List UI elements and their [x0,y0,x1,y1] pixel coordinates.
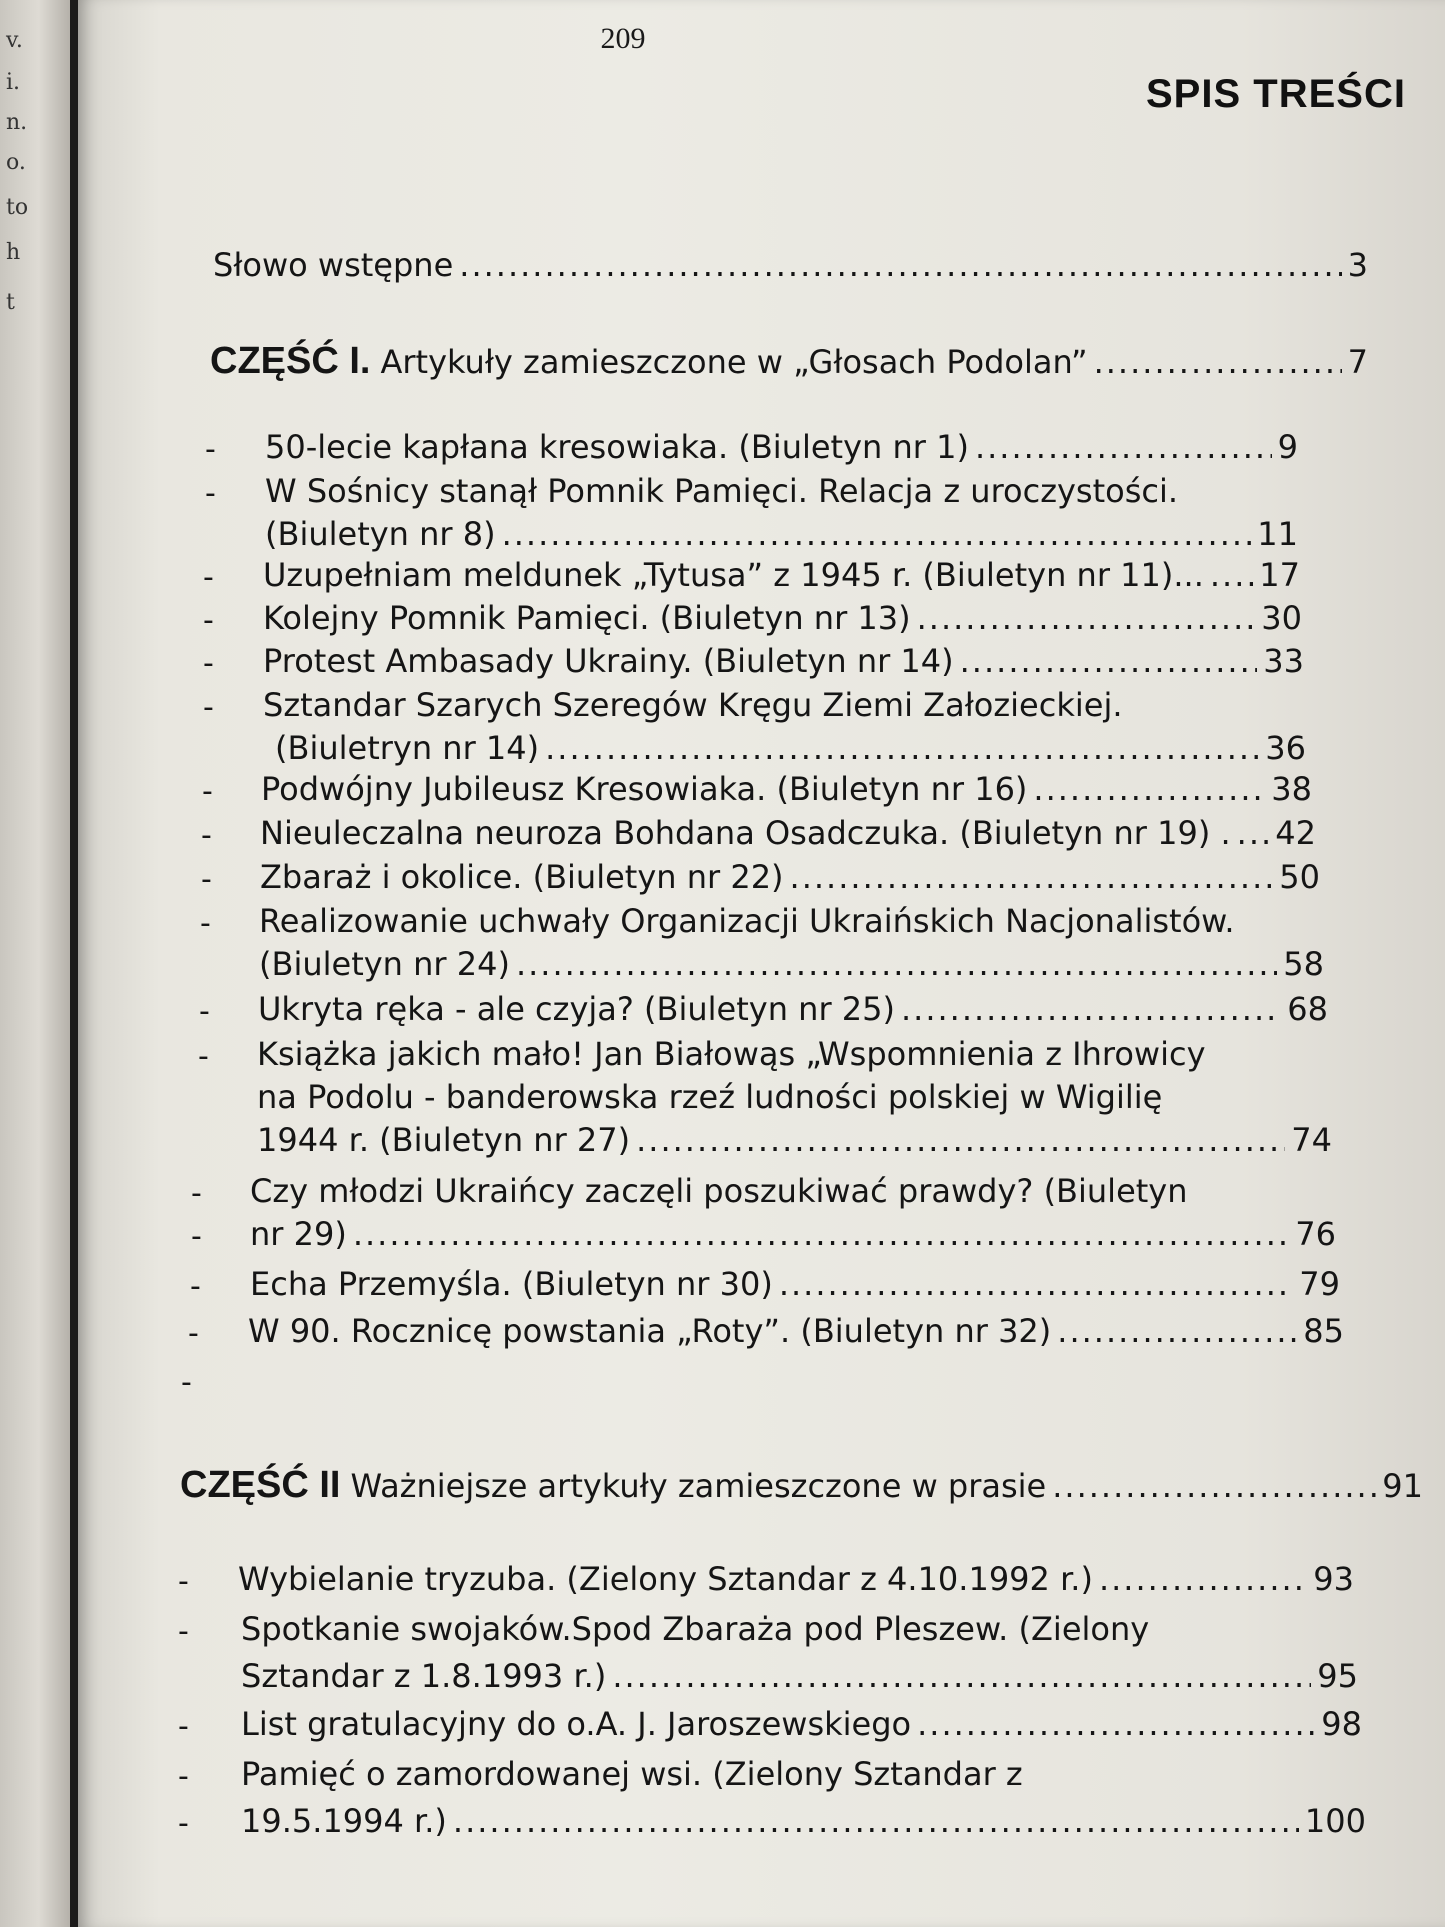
toc-entry [259,945,1324,983]
entry-page: 100 [1304,1802,1366,1840]
entry-title: (Biuletyn nr 24) [259,945,510,983]
entry-title: Echa Przemyśla. (Biuletyn nr 30) [250,1265,773,1303]
toc-entry [241,1705,1362,1743]
entry-title-line: Spotkanie swojaków.Spod Zbaraża pod Pleszew. (Zielony [241,1610,1150,1648]
toc-entry [250,1215,1336,1253]
entry-title: nr 29) [250,1215,347,1253]
leader-dots [636,1121,1285,1159]
entry-page: 17 [1259,556,1300,594]
entry-page: 74 [1291,1121,1332,1159]
toc-entry [260,858,1320,896]
list-dash: - [202,774,213,809]
left-page-fragment: to [6,195,29,220]
left-page-fragment: o. [6,150,26,175]
entry-title-line: Realizowanie uchwały Organizacji Ukraińskich Nacjonalistów. [259,902,1235,940]
entry-page: 38 [1271,770,1312,808]
list-dash: - [203,690,214,725]
entry-page: 42 [1275,814,1316,852]
list-dash: - [178,1614,189,1649]
leader-dots [453,1802,1299,1840]
part-label: CZĘŚĆ II [180,1464,341,1506]
toc-entry [261,770,1312,808]
leader-dots [353,1215,1289,1253]
part-label: CZĘŚĆ I. [210,340,371,382]
leader-dots [1052,1467,1376,1505]
toc-entry-foreword [213,246,1368,284]
part-heading-2 [180,1464,1423,1507]
leader-dots [1033,770,1265,808]
entry-title-line: Czy młodzi Ukraińcy zaczęli poszukiwać prawdy? (Biuletyn [250,1172,1188,1210]
leader-dots [1057,1312,1297,1350]
entry-page: 68 [1287,990,1328,1028]
entry-page: 9 [1277,428,1298,466]
toc-entry [265,428,1298,466]
entry-title: (Biuletryn nr 14) [275,729,540,767]
entry-title: Uzupełniam meldunek „Tytusa” z 1945 r. (Biuletyn nr 11)... [263,556,1204,594]
left-page-edge [0,0,70,1927]
list-dash: - [178,1806,189,1841]
part-heading-1 [210,340,1368,383]
list-dash: - [191,1176,202,1211]
entry-title: (Biuletyn nr 8) [265,515,496,553]
toc-entry [241,1657,1358,1695]
entry-title-line: W Sośnicy stanął Pomnik Pamięci. Relacja z uroczystości. [265,472,1179,510]
entry-page: 58 [1283,945,1324,983]
leader-dots [612,1657,1311,1695]
entry-title: Słowo wstępne [213,246,454,284]
toc-entry [238,1560,1354,1598]
leader-dots [779,1265,1293,1303]
list-dash: - [178,1709,189,1744]
toc-entry [275,729,1306,767]
list-dash: - [200,906,211,941]
leader-dots [917,1705,1315,1743]
list-dash: - [205,432,216,467]
list-dash: - [191,1219,202,1254]
entry-title: Kolejny Pomnik Pamięci. (Biuletyn nr 13) [263,599,911,637]
entry-page: 76 [1295,1215,1336,1253]
entry-page: 11 [1257,515,1298,553]
entry-page: 98 [1321,1705,1362,1743]
toc-entry [263,556,1300,594]
leader-dots [790,858,1274,896]
left-page-fragment: i. [6,70,21,95]
toc-entry [260,814,1316,852]
toc-entry [241,1802,1366,1840]
left-page-fragment: v. [6,28,23,53]
list-dash: - [205,476,216,511]
toc-entry [263,642,1304,680]
leader-dots [1099,1560,1307,1598]
entry-title-line: Pamięć o zamordowanej wsi. (Zielony Sztandar z [241,1755,1023,1793]
toc-entry [258,990,1328,1028]
entry-page: 95 [1317,1657,1358,1695]
book-page [78,0,1445,1927]
left-page-fragment: n. [6,110,28,135]
leader-dots [1237,814,1270,852]
entry-page: 3 [1347,246,1368,284]
entry-title: Ukryta ręka - ale czyja? (Biuletyn nr 25) [258,990,895,1028]
entry-page: 33 [1263,642,1304,680]
toc-entry [248,1312,1344,1350]
leader-dots [1094,343,1342,381]
toc-entry [263,599,1302,637]
part-title: Ważniejsze artykuły zamieszczone w prasie [350,1467,1047,1505]
leader-dots [975,428,1272,466]
leader-dots [502,515,1252,553]
leader-dots [545,729,1259,767]
list-dash: - [181,1365,192,1400]
list-dash: - [178,1759,189,1794]
list-dash: - [201,862,212,897]
list-dash: - [198,1039,209,1074]
list-dash: - [203,603,214,638]
entry-title: Protest Ambasady Ukrainy. (Biuletyn nr 14) [263,642,954,680]
entry-page: 36 [1265,729,1306,767]
entry-title: List gratulacyjny do o.A. J. Jaroszewskiego [241,1705,912,1743]
leader-dots [960,642,1258,680]
left-page-fragment: t [6,290,15,315]
entry-title: W 90. Rocznicę powstania „Roty”. (Biuletyn nr 32) [248,1312,1052,1350]
toc-entry [265,515,1298,553]
list-dash: - [199,994,210,1029]
entry-page: 7 [1347,343,1368,381]
entry-page: 93 [1313,1560,1354,1598]
list-dash: - [203,646,214,681]
entry-title: 19.5.1994 r.) [241,1802,447,1840]
page-number: 209 [600,22,646,55]
page-title: SPIS TREŚCI [1146,72,1406,116]
entry-page: 30 [1261,599,1302,637]
entry-page: 79 [1299,1265,1340,1303]
list-dash: - [190,1269,201,1304]
left-page-fragment: h [6,240,21,265]
leader-dots [917,599,1256,637]
leader-dots [516,945,1277,983]
list-dash: - [178,1564,189,1599]
entry-title: Sztandar z 1.8.1993 r.) [241,1657,607,1695]
leader-dots [459,246,1341,284]
leader-dots [1210,556,1253,594]
list-dash: - [201,818,212,853]
list-dash: - [188,1316,199,1351]
entry-title: Wybielanie tryzuba. (Zielony Sztandar z 4.10.1992 r.) [238,1560,1093,1598]
toc-entry [257,1121,1332,1159]
entry-page: 91 [1382,1467,1423,1505]
entry-title: 1944 r. (Biuletyn nr 27) [257,1121,631,1159]
entry-page: 85 [1303,1312,1344,1350]
list-dash: - [203,560,214,595]
entry-page: 50 [1279,858,1320,896]
entry-title: Podwójny Jubileusz Kresowiaka. (Biuletyn nr 16) [261,770,1028,808]
leader-dots [901,990,1281,1028]
entry-title-line: Sztandar Szarych Szeregów Kręgu Ziemi Załozieckiej. [263,686,1123,724]
part-title: Artykuły zamieszczone w „Głosach Podolan” [380,343,1088,381]
entry-title: Nieuleczalna neuroza Bohdana Osadczuka. (Biuletyn nr 19) . [260,814,1231,852]
entry-title-line: na Podolu - banderowska rzeź ludności polskiej w Wigilię [257,1078,1163,1116]
entry-title-line: Książka jakich mało! Jan Białowąs „Wspomnienia z Ihrowicy [257,1035,1206,1073]
entry-title: 50-lecie kapłana kresowiaka. (Biuletyn nr 1) [265,428,969,466]
entry-title: Zbaraż i okolice. (Biuletyn nr 22) [260,858,784,896]
toc-entry [250,1265,1340,1303]
